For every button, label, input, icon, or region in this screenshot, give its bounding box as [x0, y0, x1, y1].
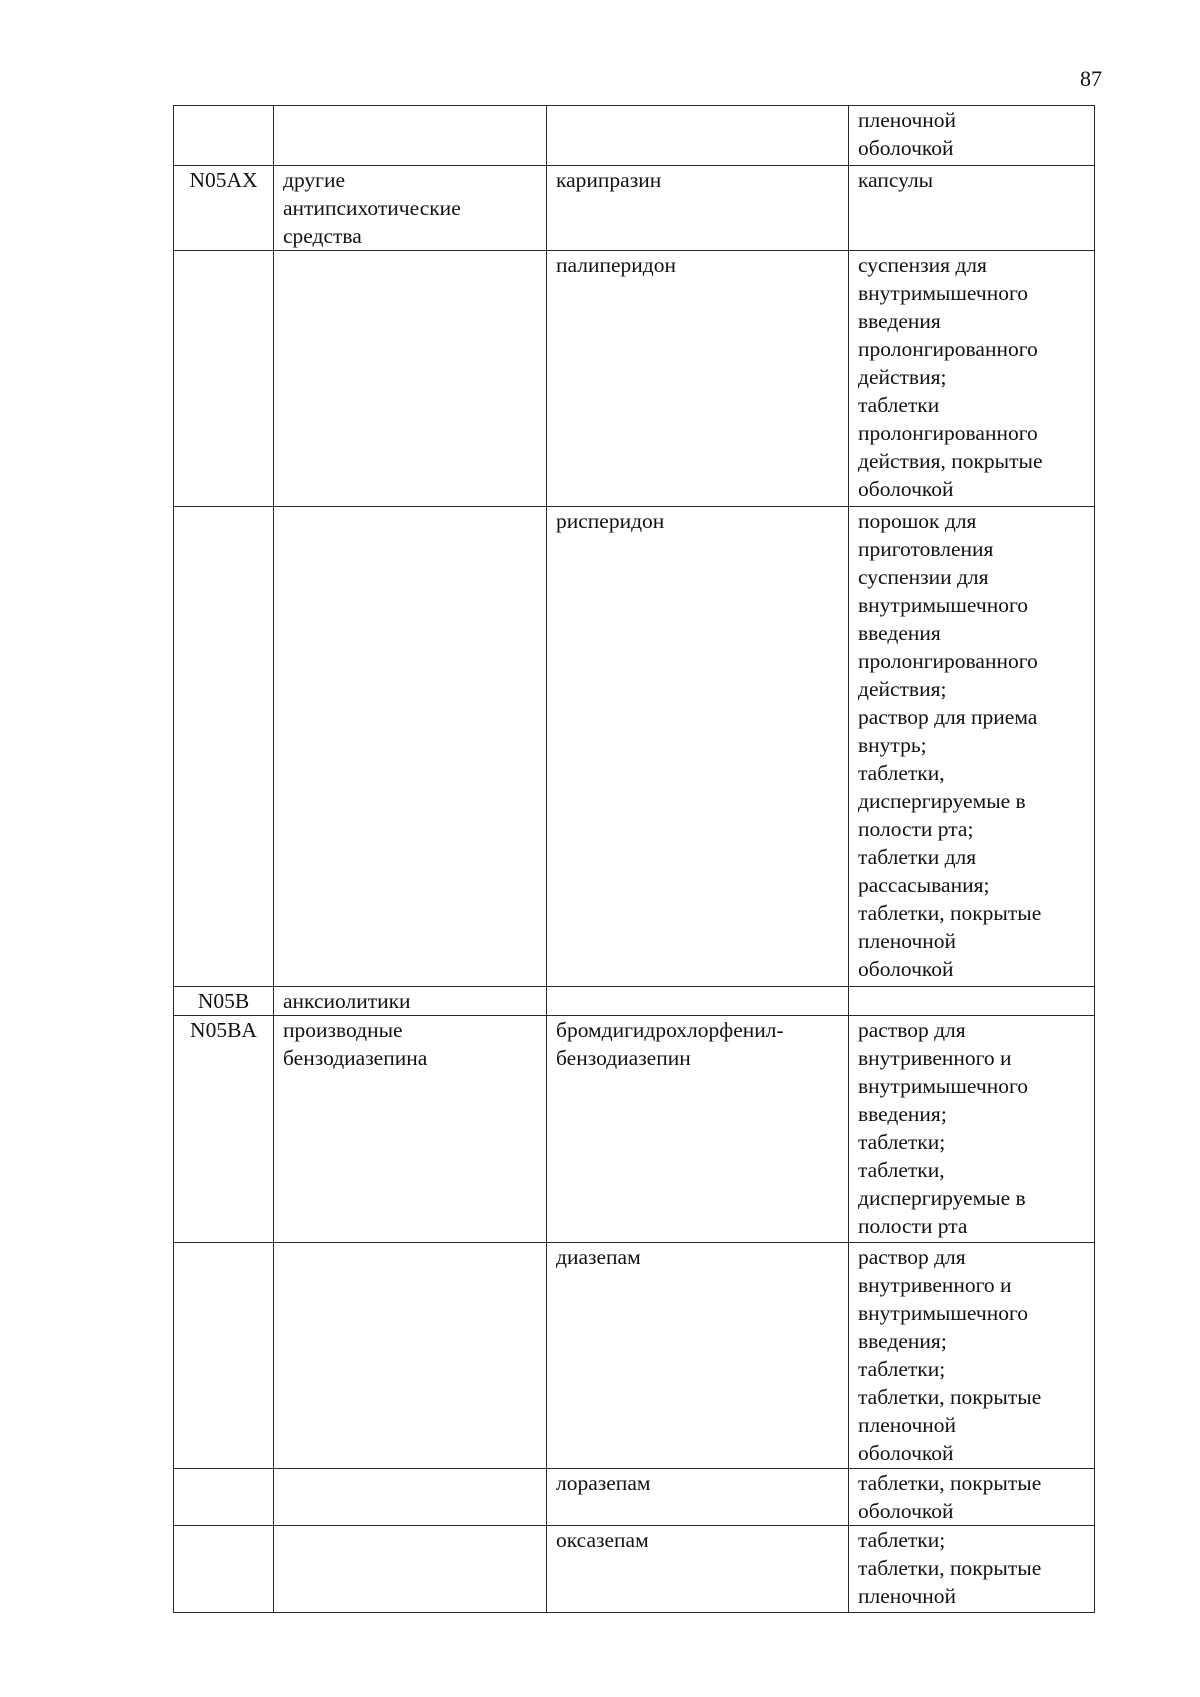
- dosage-forms-cell: [849, 987, 1095, 1016]
- group-cell: [274, 251, 547, 507]
- atc-code-cell: [174, 106, 274, 166]
- atc-code-cell: [174, 1469, 274, 1526]
- drug-name-cell: оксазепам: [547, 1526, 849, 1613]
- dosage-forms-cell: таблетки, покрытые оболочкой: [849, 1469, 1095, 1526]
- group-cell: [274, 1469, 547, 1526]
- drug-name-cell: карипразин: [547, 166, 849, 251]
- group-cell: [274, 106, 547, 166]
- atc-code-cell: N05AX: [174, 166, 274, 251]
- drug-name-cell: лоразепам: [547, 1469, 849, 1526]
- drug-name-cell: бромдигидрохлорфенил- бензодиазепин: [547, 1016, 849, 1243]
- dosage-forms-cell: таблетки; таблетки, покрытые пленочной: [849, 1526, 1095, 1613]
- page-number: 87: [1080, 66, 1102, 91]
- dosage-forms-cell: раствор для внутривенного и внутримышечного введения; таблетки; таблетки, диспергируемые в полости рта: [849, 1016, 1095, 1243]
- group-cell: анксиолитики: [274, 987, 547, 1016]
- drug-name-cell: рисперидон: [547, 507, 849, 987]
- table-row: [174, 106, 1095, 166]
- table-row: [174, 251, 1095, 507]
- atc-code-cell: N05B: [174, 987, 274, 1016]
- table-row: [174, 987, 1095, 1016]
- table-row: [174, 1469, 1095, 1526]
- drug-name-cell: [547, 106, 849, 166]
- medication-table: [173, 105, 1095, 1613]
- drug-name-cell: палиперидон: [547, 251, 849, 507]
- dosage-forms-cell: порошок для приготовления суспензии для внутримышечного введения пролонгированного действия; раствор для приема внутрь; таблетки, диспергируемые в полости рта; таблетки для рассасывания; таблетки, покрытые пленочной оболочкой: [849, 507, 1095, 987]
- group-cell: [274, 1243, 547, 1469]
- atc-code-cell: [174, 1526, 274, 1613]
- group-cell: [274, 1526, 547, 1613]
- table-row: [174, 507, 1095, 987]
- table-row: [174, 1243, 1095, 1469]
- atc-code-cell: [174, 1243, 274, 1469]
- atc-code-cell: [174, 251, 274, 507]
- atc-code-cell: [174, 507, 274, 987]
- dosage-forms-cell: раствор для внутривенного и внутримышечного введения; таблетки; таблетки, покрытые пленочной оболочкой: [849, 1243, 1095, 1469]
- group-cell: производные бензодиазепина: [274, 1016, 547, 1243]
- dosage-forms-cell: пленочной оболочкой: [849, 106, 1095, 166]
- table-row: [174, 1526, 1095, 1613]
- drug-name-cell: [547, 987, 849, 1016]
- drug-name-cell: диазепам: [547, 1243, 849, 1469]
- group-cell: [274, 507, 547, 987]
- atc-code-cell: N05BA: [174, 1016, 274, 1243]
- group-cell: другие антипсихотические средства: [274, 166, 547, 251]
- table-row: [174, 166, 1095, 251]
- table-row: [174, 1016, 1095, 1243]
- dosage-forms-cell: суспензия для внутримышечного введения пролонгированного действия; таблетки пролонгированного действия, покрытые оболочкой: [849, 251, 1095, 507]
- dosage-forms-cell: капсулы: [849, 166, 1095, 251]
